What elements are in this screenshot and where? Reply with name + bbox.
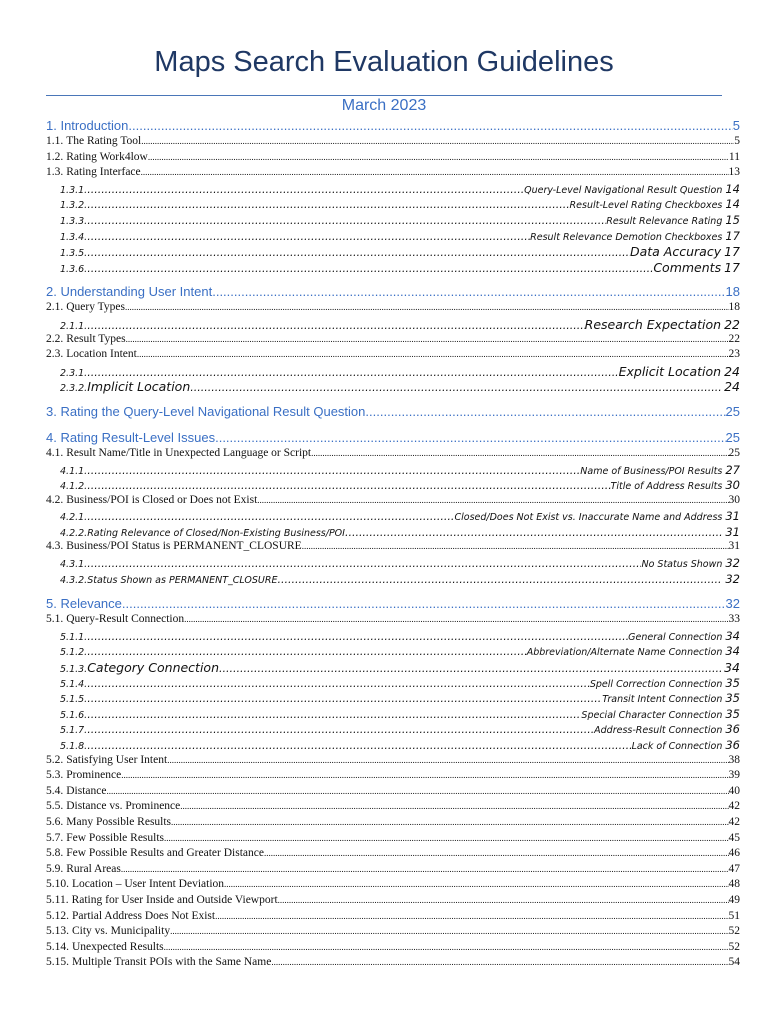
toc-page-number: 38 (728, 753, 740, 766)
toc-entry-4-2[interactable] (46, 494, 740, 510)
toc-section-number: 1.3. (46, 166, 64, 179)
toc-entry-4-1-2[interactable] (46, 478, 740, 494)
table-of-contents (46, 118, 740, 972)
toc-page-number: 51 (728, 909, 740, 922)
toc-leader-dots (122, 596, 726, 611)
toc-heading-label: 5. Relevance (46, 596, 122, 612)
toc-entry-4-1-1[interactable] (46, 463, 740, 479)
toc-entry-1-3-5[interactable] (46, 244, 740, 260)
toc-entry-1-3-6[interactable] (46, 260, 740, 276)
toc-entry-2-2[interactable] (46, 333, 740, 349)
toc-entry-5-1-4[interactable] (46, 676, 740, 692)
toc-entry-2-1[interactable] (46, 301, 740, 317)
toc-subsection-number: 1.3.2. (60, 200, 88, 212)
toc-subsection-title: Address-Result Connection (594, 725, 723, 737)
toc-section-number: 5.5. (46, 800, 64, 813)
toc-leader-dots (271, 957, 728, 967)
toc-page-number: 18 (725, 284, 740, 300)
toc-leader-dots (278, 895, 729, 905)
toc-entry-4-2-2[interactable] (46, 525, 740, 541)
toc-page-number: 35 (725, 706, 740, 721)
toc-entry-4-3-2[interactable] (46, 572, 740, 588)
toc-entry-5-1-7[interactable] (46, 722, 740, 738)
toc-page-number: 35 (725, 675, 740, 690)
toc-subsection-number: 5.1.1. (60, 631, 88, 643)
toc-subsection-number: 4.3.2. (60, 574, 88, 586)
toc-section-number: 2.1. (46, 301, 64, 314)
toc-leader-dots (302, 541, 729, 551)
toc-section-title: Partial Address Does Not Exist (72, 909, 216, 922)
toc-subsection-number: 5.1.2. (60, 647, 88, 659)
toc-page-number: 47 (728, 862, 740, 875)
toc-heading-label: 4. Rating Result-Level Issues (46, 429, 216, 445)
toc-page-number: 48 (728, 878, 740, 891)
toc-leader-dots (121, 864, 729, 874)
toc-section-title: Business/POI is Closed or Does not Exist (66, 493, 258, 506)
toc-entry-2-understanding-user-intent[interactable] (46, 284, 740, 301)
toc-leader-dots (87, 723, 594, 736)
toc-page-number: 15 (725, 212, 740, 227)
toc-page-number: 31 (725, 509, 740, 524)
toc-section-number: 5.10. (46, 878, 69, 891)
toc-section-title: Business/POI Status is PERMANENT_CLOSURE (66, 540, 302, 553)
toc-subsection-number: 5.1.8. (60, 741, 88, 752)
toc-subsection-title: Spell Correction Connection (589, 678, 723, 690)
toc-leader-dots (128, 118, 732, 133)
toc-leader-dots (87, 630, 628, 643)
toc-section-number: 5.4. (46, 784, 64, 797)
toc-section-number: 5.2. (46, 753, 64, 766)
toc-page-number: 11 (728, 150, 740, 163)
toc-entry-5-9[interactable] (46, 863, 740, 879)
toc-section-title: Rating Interface (66, 166, 141, 179)
toc-entry-3-rating-the-query-level-navigational-result-question[interactable] (46, 404, 740, 421)
toc-section-title: City vs. Municipality (72, 925, 171, 938)
toc-page-number: 49 (728, 893, 740, 906)
toc-leader-dots (224, 879, 728, 889)
toc-page-number: 54 (728, 956, 740, 969)
toc-subsection-number: 1.3.1. (60, 184, 88, 196)
toc-subsection-number: 4.1.1. (60, 465, 88, 477)
toc-section-number: 1.2. (46, 150, 64, 163)
toc-entry-5-relevance[interactable] (46, 596, 740, 613)
toc-leader-dots (257, 495, 728, 505)
toc-page-number: 46 (728, 847, 740, 860)
toc-leader-dots (345, 526, 722, 539)
toc-section-title: Distance vs. Prominence (66, 800, 181, 813)
toc-page-number: 13 (728, 166, 740, 179)
toc-section-number: 5.8. (46, 847, 64, 860)
toc-page-number: 5 (734, 135, 740, 147)
toc-leader-dots (87, 739, 631, 752)
toc-entry-1-3-3[interactable] (46, 213, 740, 229)
toc-leader-dots (164, 942, 729, 952)
toc-page-number: 34 (724, 660, 740, 676)
toc-entry-5-15[interactable] (46, 956, 740, 972)
toc-page-number: 39 (728, 769, 740, 782)
toc-subsection-title: Result-Level Rating Checkboxes (569, 200, 723, 212)
toc-entry-5-7[interactable] (46, 832, 740, 848)
toc-section-title: Query-Result Connection (66, 613, 185, 626)
toc-page-number: 25 (728, 446, 740, 459)
toc-entry-1-3-4[interactable] (46, 229, 740, 245)
toc-leader-dots (87, 198, 569, 211)
toc-subsection-number: 5.1.3. (60, 664, 88, 676)
toc-leader-dots (180, 801, 728, 811)
toc-entry-5-10[interactable] (46, 878, 740, 894)
toc-section-number: 4.1. (46, 446, 64, 459)
toc-entry-5-1[interactable] (46, 613, 740, 629)
toc-leader-dots (184, 614, 728, 624)
toc-leader-dots (121, 770, 728, 780)
toc-leader-dots (87, 319, 584, 332)
toc-section-title: Location Intent (66, 348, 137, 361)
toc-subsection-title: Transit Intent Connection (602, 694, 723, 706)
toc-entry-5-3[interactable] (46, 769, 740, 785)
toc-subsection-title: Rating Relevance of Closed/Non-Existing Business/POI (87, 527, 345, 539)
toc-section-title: Result Name/Title in Unexpected Language or Script (66, 446, 312, 459)
toc-leader-dots (125, 302, 729, 312)
toc-subsection-number: 1.3.6. (60, 263, 88, 275)
toc-entry-2-3[interactable] (46, 348, 740, 364)
toc-page-number: 22 (724, 316, 740, 332)
toc-subsection-title: Data Accuracy (629, 244, 722, 260)
page-title: Maps Search Evaluation Guidelines (154, 46, 614, 78)
toc-leader-dots (87, 479, 610, 492)
toc-subsection-title: Abbreviation/Alternate Name Connection (526, 647, 723, 659)
toc-leader-dots (87, 214, 606, 227)
toc-subsection-number: 5.1.4. (60, 678, 88, 690)
toc-leader-dots (126, 334, 729, 344)
toc-leader-dots (137, 349, 729, 359)
toc-section-number: 5.9. (46, 862, 64, 875)
toc-leader-dots (164, 833, 728, 843)
toc-page-number: 17 (725, 228, 740, 243)
toc-page-number: 32 (725, 596, 740, 612)
toc-entry-2-3-2[interactable] (46, 379, 740, 395)
toc-subsection-title: General Connection (628, 631, 723, 643)
toc-entry-5-8[interactable] (46, 847, 740, 863)
toc-entry-5-14[interactable] (46, 941, 740, 957)
toc-leader-dots (215, 911, 728, 921)
toc-leader-dots (167, 755, 728, 765)
toc-page-number: 45 (728, 831, 740, 844)
toc-section-title: Unexpected Results (72, 940, 164, 953)
toc-page-number: 18 (728, 301, 740, 314)
toc-heading-label: 2. Understanding User Intent (46, 284, 213, 300)
toc-subsection-title: Title of Address Results (610, 481, 723, 493)
toc-section-title: Prominence (66, 769, 122, 782)
toc-entry-5-6[interactable] (46, 816, 740, 832)
toc-page-number: 52 (728, 940, 740, 953)
toc-section-title: Satisfying User Intent (66, 753, 168, 766)
toc-section-title: Location – User Intent Deviation (72, 878, 225, 891)
toc-subsection-title: Result Relevance Demotion Checkboxes (530, 231, 723, 243)
toc-section-title: Many Possible Results (66, 815, 172, 828)
toc-page-number: 32 (725, 571, 740, 586)
toc-page-number: 34 (725, 644, 740, 659)
toc-leader-dots (264, 848, 729, 858)
toc-page-number: 32 (725, 556, 740, 571)
toc-subsection-number: 4.2.1. (60, 512, 88, 524)
toc-page-number: 30 (728, 493, 740, 506)
toc-entry-1-3-1[interactable] (46, 182, 740, 198)
toc-entry-5-4[interactable] (46, 785, 740, 801)
toc-leader-dots (170, 926, 728, 936)
toc-entry-5-1-2[interactable] (46, 644, 740, 660)
toc-page-number: 25 (725, 403, 740, 419)
toc-subsection-title: Name of Business/POI Results (580, 465, 723, 477)
toc-leader-dots (219, 662, 721, 675)
toc-section-title: Rating for User Inside and Outside Viewport (71, 893, 278, 906)
toc-page-number: 27 (725, 462, 740, 477)
toc-subsection-title: Status Shown as PERMANENT_CLOSURE (87, 574, 278, 586)
toc-entry-5-1-8[interactable] (46, 738, 740, 754)
toc-subsection-number: 2.3.2. (60, 383, 88, 395)
title-divider (46, 95, 722, 96)
toc-page-number: 52 (728, 925, 740, 938)
toc-leader-dots (365, 404, 725, 419)
toc-page-number: 14 (725, 181, 740, 196)
toc-leader-dots (311, 448, 728, 458)
toc-leader-dots (87, 262, 653, 275)
toc-entry-4-rating-result-level-issues[interactable] (46, 430, 740, 447)
toc-leader-dots (87, 692, 602, 705)
toc-subsection-number: 5.1.6. (60, 709, 88, 721)
toc-page-number: 24 (724, 363, 740, 379)
toc-leader-dots (87, 366, 618, 379)
toc-entry-1-3-2[interactable] (46, 197, 740, 213)
document-date: March 2023 (341, 97, 427, 114)
toc-subsection-number: 4.3.1. (60, 559, 88, 571)
toc-subsection-title: Lack of Connection (631, 741, 723, 752)
toc-subsection-number: 2.3.1. (60, 367, 88, 379)
toc-subsection-title: Explicit Location (618, 363, 722, 379)
toc-leader-dots (212, 284, 725, 299)
toc-section-number: 5.14. (46, 940, 69, 953)
toc-leader-dots (106, 786, 728, 796)
toc-page-number: 33 (728, 613, 740, 626)
toc-subsection-number: 5.1.7. (60, 725, 88, 737)
toc-subsection-title: Category Connection (87, 660, 220, 676)
toc-subsection-title: Result Relevance Rating (606, 215, 723, 227)
toc-leader-dots (87, 677, 590, 690)
toc-section-title: Rural Areas (66, 862, 121, 875)
toc-entry-5-13[interactable] (46, 925, 740, 941)
toc-page-number: 40 (728, 784, 740, 797)
toc-entry-5-11[interactable] (46, 894, 740, 910)
toc-leader-dots (87, 557, 641, 570)
toc-section-title: Query Types (66, 301, 125, 314)
toc-page-number: 35 (725, 691, 740, 706)
toc-subsection-title: Special Character Connection (581, 709, 723, 721)
toc-page-number: 31 (728, 540, 740, 553)
toc-entry-2-3-1[interactable] (46, 364, 740, 380)
toc-section-number: 5.13. (46, 925, 69, 938)
toc-section-title: The Rating Tool (66, 135, 142, 147)
toc-leader-dots (190, 381, 721, 394)
toc-subsection-number: 1.3.5. (60, 248, 88, 260)
toc-page-number: 17 (724, 259, 740, 275)
toc-leader-dots (87, 510, 454, 523)
toc-page-number: 42 (728, 800, 740, 813)
toc-entry-1-2[interactable] (46, 151, 740, 167)
toc-leader-dots (87, 645, 527, 658)
toc-page-number: 17 (724, 244, 740, 260)
toc-subsection-number: 1.3.4. (60, 231, 88, 243)
toc-subsection-title: Implicit Location (87, 379, 191, 395)
toc-entry-4-2-1[interactable] (46, 509, 740, 525)
toc-subsection-number: 4.2.2. (60, 527, 88, 539)
toc-leader-dots (87, 230, 530, 243)
toc-entry-5-1-6[interactable] (46, 707, 740, 723)
toc-entry-5-12[interactable] (46, 910, 740, 926)
toc-entry-5-1-3[interactable] (46, 660, 740, 676)
toc-subsection-title: Comments (653, 259, 722, 275)
toc-heading-label: 3. Rating the Query-Level Navigational Result Question (46, 403, 366, 419)
toc-section-number: 5.6. (46, 815, 64, 828)
toc-section-number: 5.15. (46, 956, 69, 969)
toc-leader-dots (148, 152, 729, 162)
toc-subsection-title: Query-Level Navigational Result Question (524, 184, 723, 196)
toc-section-title: Result Types (66, 332, 126, 345)
toc-section-number: 2.3. (46, 348, 64, 361)
toc-entry-5-1-5[interactable] (46, 691, 740, 707)
toc-page-number: 36 (725, 738, 740, 752)
toc-section-number: 5.3. (46, 769, 64, 782)
toc-section-number: 5.1. (46, 613, 64, 626)
toc-page-number: 42 (728, 815, 740, 828)
toc-subsection-number: 4.1.2. (60, 481, 88, 493)
toc-section-title: Distance (66, 784, 107, 797)
toc-leader-dots (87, 246, 630, 259)
toc-leader-dots (141, 136, 734, 146)
toc-section-number: 4.2. (46, 493, 64, 506)
toc-page-number: 34 (725, 628, 740, 643)
toc-heading-label: 1. Introduction (46, 118, 129, 133)
toc-leader-dots (171, 817, 728, 827)
toc-entry-1-1[interactable] (46, 135, 740, 151)
toc-entry-5-2[interactable] (46, 754, 740, 770)
toc-entry-5-5[interactable] (46, 800, 740, 816)
toc-section-title: Rating Work4low (66, 150, 148, 163)
toc-subsection-number: 1.3.3. (60, 215, 88, 227)
toc-subsection-title: Research Expectation (584, 316, 722, 332)
toc-page-number: 36 (725, 722, 740, 737)
toc-entry-5-1-1[interactable] (46, 629, 740, 645)
toc-section-title: Few Possible Results (66, 831, 165, 844)
toc-subsection-title: Closed/Does Not Exist vs. Inaccurate Name and Address (454, 512, 723, 524)
toc-entry-4-1[interactable] (46, 447, 740, 463)
toc-subsection-number: 2.1.1. (60, 320, 88, 332)
toc-leader-dots (141, 167, 729, 177)
toc-entry-1-introduction[interactable] (46, 118, 740, 135)
toc-leader-dots (87, 464, 580, 477)
toc-section-number: 4.3. (46, 540, 64, 553)
toc-page-number: 22 (728, 332, 740, 345)
toc-page-number: 23 (728, 348, 740, 361)
toc-page-number: 25 (725, 429, 740, 445)
toc-subsection-number: 5.1.5. (60, 694, 88, 706)
toc-page-number: 24 (724, 379, 740, 395)
toc-leader-dots (87, 183, 524, 196)
toc-leader-dots (215, 430, 725, 445)
toc-page-number: 5 (732, 118, 740, 133)
toc-page-number: 14 (725, 197, 740, 212)
toc-section-number: 1.1. (46, 135, 64, 147)
toc-entry-1-3[interactable] (46, 166, 740, 182)
toc-section-number: 2.2. (46, 332, 64, 345)
toc-section-number: 5.12. (46, 909, 69, 922)
toc-section-title: Few Possible Results and Greater Distance (66, 847, 264, 860)
toc-page-number: 30 (725, 478, 740, 493)
toc-entry-4-3[interactable] (46, 540, 740, 556)
toc-leader-dots (277, 573, 722, 586)
toc-entry-2-1-1[interactable] (46, 317, 740, 333)
toc-subsection-title: No Status Shown (641, 559, 723, 571)
toc-entry-4-3-1[interactable] (46, 556, 740, 572)
toc-section-number: 5.7. (46, 831, 64, 844)
toc-leader-dots (87, 708, 581, 721)
toc-page-number: 31 (725, 524, 740, 539)
toc-section-title: Multiple Transit POIs with the Same Name (72, 956, 272, 969)
toc-section-number: 5.11. (46, 893, 69, 906)
